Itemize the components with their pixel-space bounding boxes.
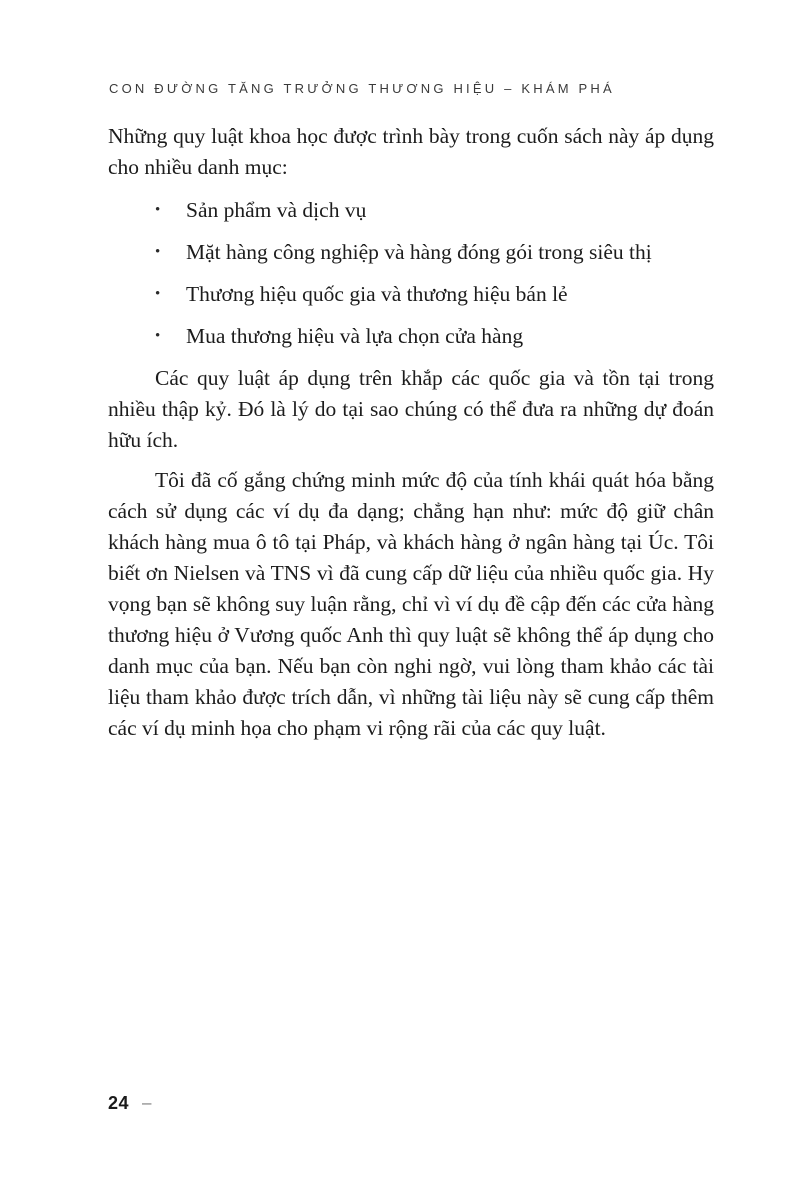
footer-dash: – xyxy=(142,1092,152,1112)
bullet-icon: • xyxy=(155,202,161,218)
list-item xyxy=(108,321,714,352)
list-item-text: Thương hiệu quốc gia và thương hiệu bán lẻ xyxy=(186,282,568,306)
bullet-icon: • xyxy=(155,244,161,260)
bullet-icon: • xyxy=(155,328,161,344)
page-footer xyxy=(108,1093,152,1114)
list-item-text: Sản phẩm và dịch vụ xyxy=(186,198,367,222)
list-item xyxy=(108,237,714,268)
intro-paragraph: Những quy luật khoa học được trình bày trong cuốn sách này áp dụng cho nhiều danh mục: xyxy=(108,124,714,179)
category-bullet-list xyxy=(108,195,714,352)
page-content xyxy=(108,121,714,744)
body-paragraph: Các quy luật áp dụng trên khắp các quốc gia và tồn tại trong nhiều thập kỷ. Đó là lý do tại sao chúng có thể đưa ra những dự đoán hữu ích. xyxy=(108,366,714,452)
page-number: 24 xyxy=(108,1093,130,1113)
list-item xyxy=(108,279,714,310)
list-item-text: Mua thương hiệu và lựa chọn cửa hàng xyxy=(186,324,524,348)
list-item xyxy=(108,195,714,226)
list-item-text: Mặt hàng công nghiệp và hàng đóng gói trong siêu thị xyxy=(186,240,652,264)
running-header: CON ĐƯỜNG TĂNG TRƯỞNG THƯƠNG HIỆU – KHÁM PHÁ xyxy=(109,81,615,96)
body-paragraph: Tôi đã cố gắng chứng minh mức độ của tính khái quát hóa bằng cách sử dụng các ví dụ đa dạng; chẳng hạn như: mức độ giữ chân khách hàng mua ô tô tại Pháp, và khách hàng ở ngân hàng tại Úc. Tôi biết ơn Nielsen và TNS vì đã cung cấp dữ liệu của nhiều quốc gia. Hy vọng bạn sẽ không suy luận rằng, chỉ vì ví dụ đề cập đến các cửa hàng thương hiệu ở Vương quốc Anh thì quy luật sẽ không thể áp dụng cho danh mục của bạn. Nếu bạn còn nghi ngờ, vui lòng tham khảo các tài liệu tham khảo được trích dẫn, vì những tài liệu này sẽ cung cấp thêm các ví dụ minh họa cho phạm vi rộng rãi của các quy luật. xyxy=(108,468,714,740)
bullet-icon: • xyxy=(155,286,161,302)
